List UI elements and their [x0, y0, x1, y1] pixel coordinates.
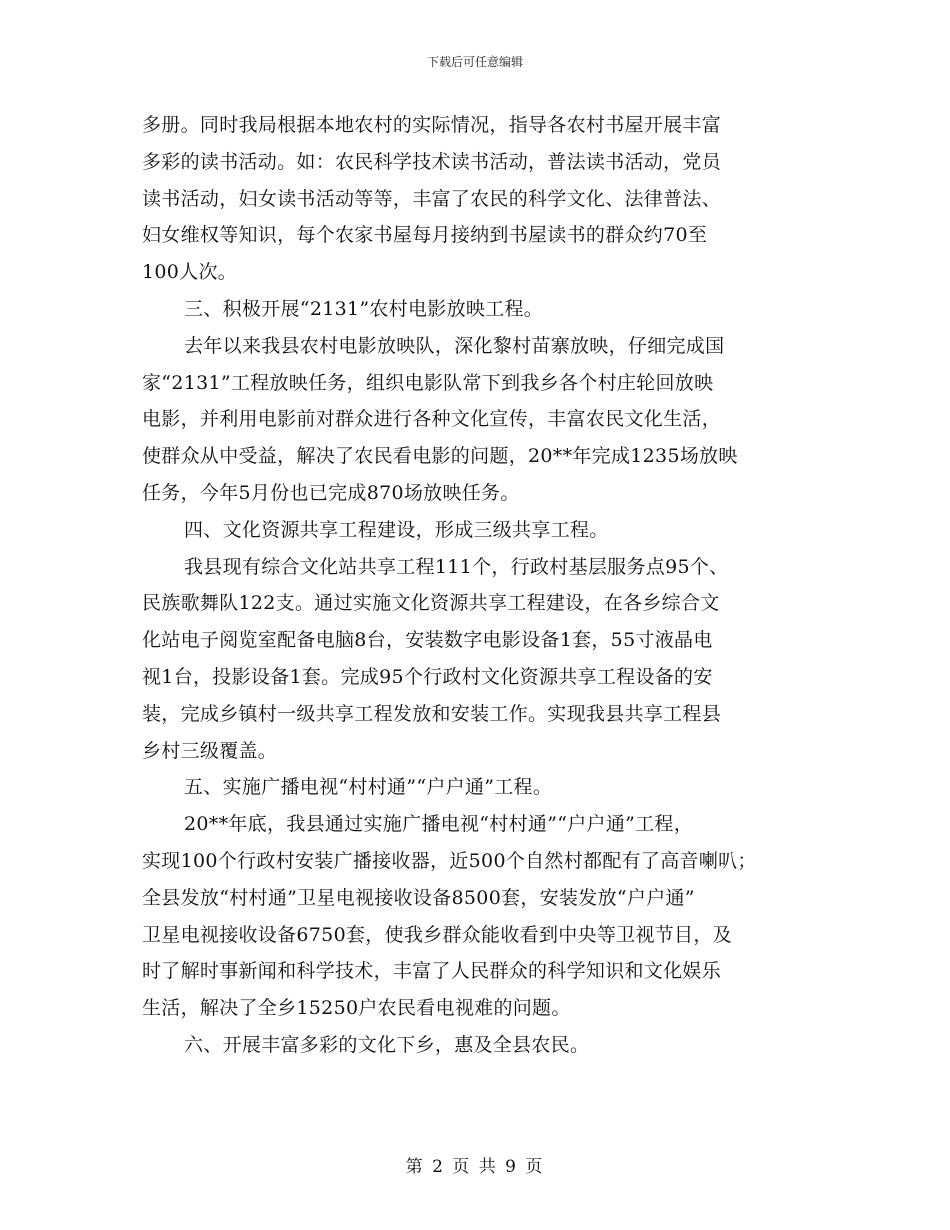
paragraph-start: 去年以来我县农村电影放映队，深化黎村苗寨放映，仔细完成国: [184, 334, 725, 357]
text-line: 妇女维权等知识，每个农家书屋每月接纳到书屋读书的群众约70至: [142, 224, 708, 247]
section-heading: 四、文化资源共享工程建设，形成三级共享工程。: [184, 518, 609, 541]
text-line: 装，完成乡镇村一级共享工程发放和安装工作。实现我县共享工程县: [142, 702, 722, 725]
text-line: 化站电子阅览室配备电脑8台，安装数字电影设备1套，55寸液晶电: [142, 629, 713, 652]
text-line: 全县发放“村村通”卫星电视接收设备8500套，安装发放“户户通”: [142, 886, 695, 909]
text-line: 电影，并利用电影前对群众进行各种文化宣传，丰富农民文化生活，: [142, 408, 722, 431]
text-line: 使群众从中受益，解决了农民看电影的问题，20**年完成1235场放映: [142, 445, 738, 468]
text-line: 读书活动，妇女读书活动等等，丰富了农民的科学文化、法律普法、: [142, 187, 722, 210]
text-line: 视1台，投影设备1套。完成95个行政村文化资源共享工程设备的安: [142, 665, 713, 688]
text-line: 乡村三级覆盖。: [142, 739, 278, 762]
section-heading: 五、实施广播电视“村村通”“户户通”工程。: [184, 776, 553, 799]
text-line: 生活，解决了全乡15250户农民看电视难的问题。: [142, 997, 571, 1020]
text-line: 多册。同时我局根据本地农村的实际情况，指导各农村书屋开展丰富: [142, 114, 722, 136]
paragraph-start: 20**年底，我县通过实施广播电视“村村通”“户户通”工程，: [184, 813, 694, 836]
text-line: 100人次。: [142, 261, 238, 284]
section-heading: 六、开展丰富多彩的文化下乡，惠及全县农民。: [184, 1033, 590, 1056]
text-line: 任务，今年5月份也已完成870场放映任务。: [142, 481, 520, 504]
text-line: 家“2131”工程放映任务，组织电影队常下到我乡各个村庄轮回放映: [142, 371, 714, 394]
section-heading: 三、积极开展“2131”农村电影放映工程。: [184, 297, 544, 320]
text-line: 实现100个行政村安装广播接收器，近500个自然村都配有了高音喇叭；: [142, 849, 757, 872]
text-line: 民族歌舞队122支。通过实施文化资源共享工程建设，在各乡综合文: [142, 592, 720, 615]
text-line: 卫星电视接收设备6750套，使我乡群众能收看到中央等卫视节目，及: [142, 923, 732, 946]
document-body: [142, 107, 832, 1064]
text-line: 多彩的读书活动。如：农民科学技术读书活动，普法读书活动，党员: [142, 150, 722, 173]
paragraph-start: 我县现有综合文化站共享工程111个，行政村基层服务点95个、: [184, 555, 729, 578]
text-line: 时了解时事新闻和科学技术，丰富了人民群众的科学知识和文化娱乐: [142, 960, 722, 983]
page-header: 下载后可任意编辑: [426, 55, 523, 69]
page-number: 第 2 页 共 9 页: [405, 1157, 545, 1177]
